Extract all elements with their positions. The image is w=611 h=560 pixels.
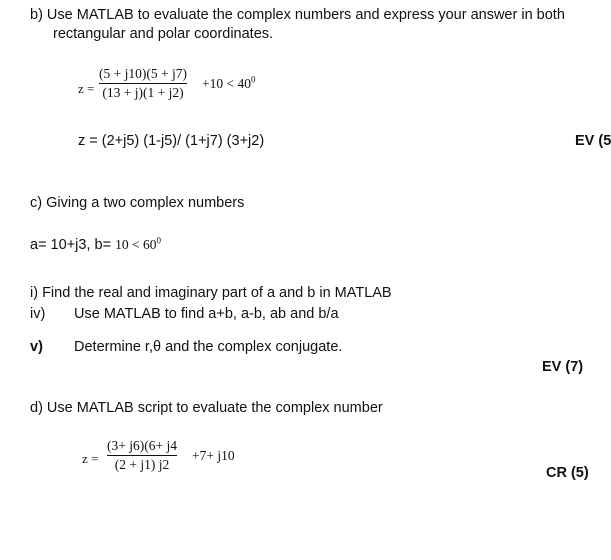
part-d-heading: d) Use MATLAB script to evaluate the complex number [30,400,383,416]
eq1-lhs: z = [78,81,95,96]
part-b-marks: EV (5 [575,133,611,149]
eq1-numerator: (5 + j10)(5 + j7) [99,66,187,81]
eq2-text: z = (2+j5) (1-j5)/ (1+j7) (3+j2) [78,133,265,149]
eq3-numerator: (3+ j6)(6+ j4 [107,438,177,453]
part-c-marks: EV (7) [542,359,584,375]
eq3-denominator: (2 + j1) j2 [114,457,170,472]
eq1-denominator: (13 + j)(1 + j2) [102,85,184,100]
b-value-text: 10 < 60 [115,237,157,252]
part-c-heading: c) Giving a two complex numbers [30,195,245,211]
eq3-fraction [107,438,177,473]
part-d-marks: CR (5) [546,465,589,481]
eq3-tail: +7+ j10 [192,448,235,463]
b-value [115,237,161,252]
part-b-line2: rectangular and polar coordinates. [53,26,274,42]
eq3-lhs: z = [82,451,99,466]
item-iv-text: Use MATLAB to find a+b, a-b, ab and b/a [74,306,339,322]
eq1-tail-text: +10 < 40 [202,76,251,91]
item-i: i) Find the real and imaginary part of a and b in MATLAB [30,285,392,301]
item-iv-label: iv) [30,306,46,322]
item-v-label: v) [30,339,43,355]
eq1-fraction [99,66,187,101]
a-b-values-text: a= 10+j3, b= [30,237,112,253]
part-c-values [30,236,161,254]
eq1-degree: 0 [250,74,256,85]
eq1-fraction-bar [99,83,187,84]
b-degree: 0 [156,235,161,246]
eq3-fraction-bar [107,455,177,456]
part-b-line1: b) Use MATLAB to evaluate the complex numbers and express your answer in both [30,7,565,23]
eq1-tail [202,76,255,92]
item-v-text: Determine r,θ and the complex conjugate. [74,339,343,355]
